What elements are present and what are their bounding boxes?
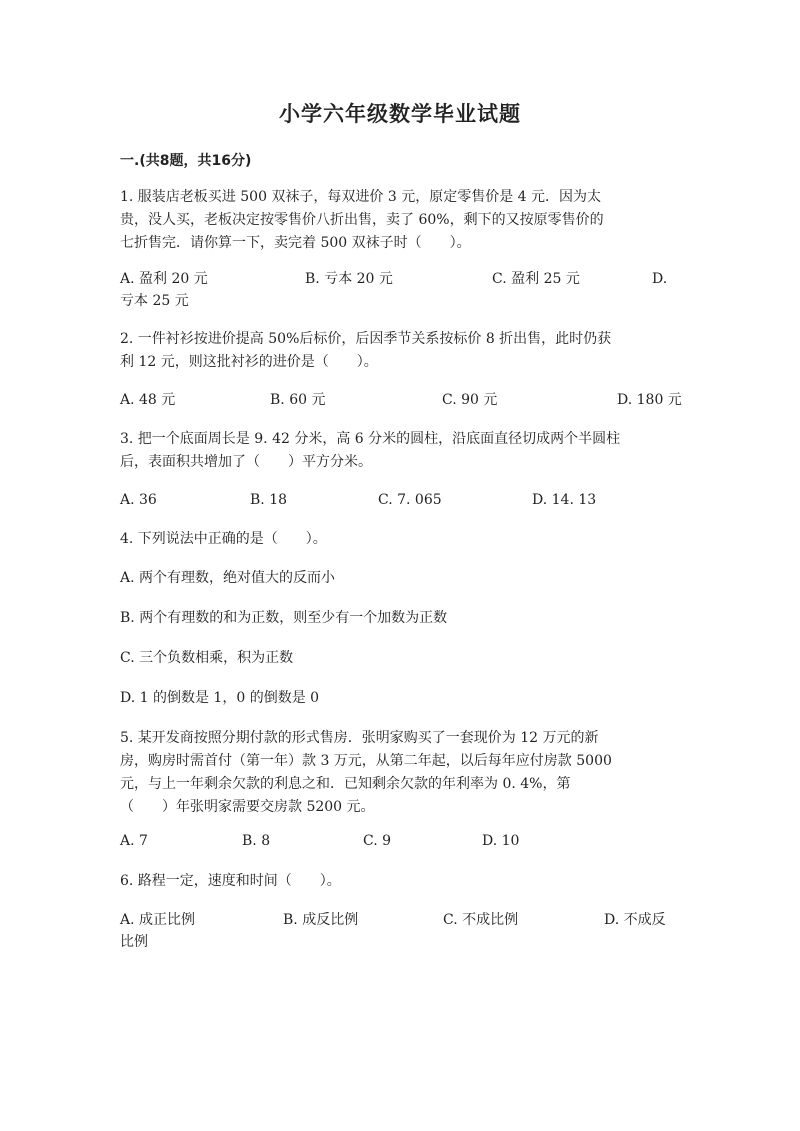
option-d: D. 180 元 [617,392,682,408]
option-b: B. 亏本 20 元 [305,271,393,287]
question-1-line-2: 贵，没人买，老板决定按零售价八折出售，卖了 60%，剩下的又按原零售价的 [120,212,604,228]
option-b: B. 两个有理数的和为正数，则至少有一个加数为正数 [120,610,448,626]
option-b: B. 60 元 [270,392,326,408]
option-d: D. [652,271,668,287]
question-3-line-2: 后，表面积共增加了（ ）平方分米。 [120,454,372,470]
question-1-line-3: 七折售完．请你算一下，卖完着 500 双袜子时（ ）。 [120,235,471,251]
option-a: A. 两个有理数，绝对值大的反而小 [120,570,336,586]
option-d-continued: 比例 [120,934,148,950]
question-5-line-4: （ ）年张明家需要交房款 5200 元。 [120,799,375,815]
option-c: C. 9 [363,833,392,849]
question-3-line-1: 3. 把一个底面周长是 9. 42 分米，高 6 分米的圆柱，沿底面直径切成两个半圆柱 [120,431,621,447]
option-d: D. 10 [482,833,520,849]
option-c: C. 三个负数相乘，积为正数 [120,650,294,666]
option-d: D. 14. 13 [532,492,597,508]
option-c: C. 90 元 [442,392,498,408]
question-5-line-3: 元，与上一年剩余欠款的利息之和．已知剩余欠款的年利率为 0. 4%，第 [120,776,571,792]
option-a: A. 48 元 [120,392,176,408]
question-2-line-2: 利 12 元，则这批衬衫的进价是（ ）。 [120,354,378,370]
option-c: C. 盈利 25 元 [492,271,580,287]
option-d-continued: 亏本 25 元 [120,293,189,309]
option-b: B. 18 [250,492,288,508]
option-c: C. 7. 065 [378,492,442,508]
question-5-line-1: 5. 某开发商按照分期付款的形式售房．张明家购买了一套现价为 12 万元的新 [120,730,599,746]
option-d: D. 1 的倒数是 1，0 的倒数是 0 [120,690,320,706]
option-a: A. 7 [120,833,148,849]
option-a: A. 36 [120,492,157,508]
option-a: A. 盈利 20 元 [120,271,208,287]
option-c: C. 不成比例 [443,912,519,928]
section-heading: 一.(共8题，共16分) [120,153,252,169]
option-b: B. 8 [242,833,271,849]
question-1-line-1: 1. 服装店老板买进 500 双袜子，每双进价 3 元，原定零售价是 4 元．因为太 [120,189,602,205]
question-4-stem: 4. 下列说法中正确的是（ ）。 [120,531,327,547]
option-a: A. 成正比例 [120,912,196,928]
question-5-line-2: 房，购房时需首付（第一年）款 3 万元，从第二年起，以后每年应付房款 5000 [120,753,612,769]
option-d: D. 不成反 [604,912,666,928]
option-b: B. 成反比例 [283,912,359,928]
question-2-line-1: 2. 一件衬衫按进价提高 50%后标价，后因季节关系按标价 8 折出售，此时仍获 [120,331,612,347]
question-6-stem: 6. 路程一定，速度和时间（ ）。 [120,873,341,889]
page-title: 小学六年级数学毕业试题 [279,102,521,126]
